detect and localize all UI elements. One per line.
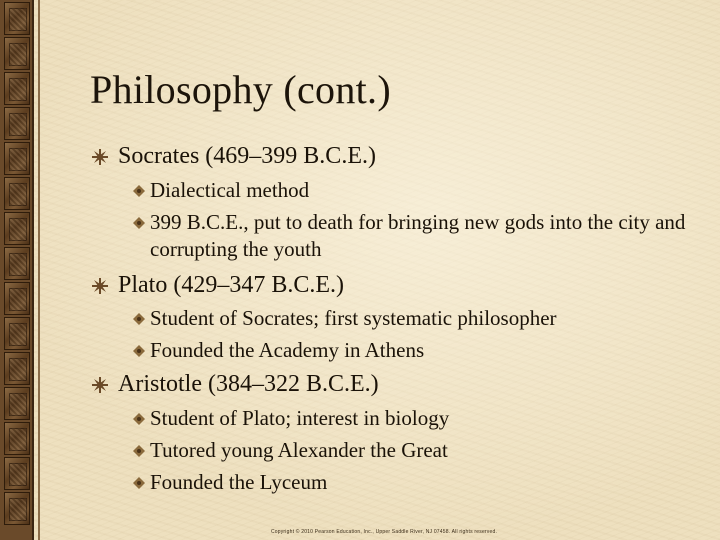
border-tile xyxy=(4,177,30,210)
border-edge-line xyxy=(38,0,40,540)
list-item: Founded the Lyceum xyxy=(150,470,328,494)
list-item: 399 B.C.E., put to death for bringing new gods into the city and corrupting the youth xyxy=(150,210,686,261)
diamond-bullet-icon xyxy=(133,445,145,457)
border-tile xyxy=(4,37,30,70)
diamond-bullet-icon xyxy=(133,217,145,229)
diamond-bullet-icon xyxy=(133,313,145,325)
border-tile xyxy=(4,317,30,350)
list-item: Dialectical method xyxy=(150,178,310,202)
border-tile xyxy=(4,282,30,315)
border-tile xyxy=(4,2,30,35)
border-tile xyxy=(4,212,30,245)
slide-title: Philosophy (cont.) xyxy=(90,67,391,112)
border-tile xyxy=(4,352,30,385)
decorative-border xyxy=(0,0,34,540)
border-tile xyxy=(4,457,30,490)
border-tile xyxy=(4,72,30,105)
copyright-footer: Copyright © 2010 Pearson Education, Inc., Upper Saddle River, NJ 07458. All rights reserved. xyxy=(270,529,498,535)
cross-star-bullet-icon xyxy=(92,149,108,165)
border-tile xyxy=(4,422,30,455)
diamond-bullet-icon xyxy=(133,477,145,489)
list-item: Founded the Academy in Athens xyxy=(150,338,425,362)
border-tile xyxy=(4,142,30,175)
cross-star-bullet-icon xyxy=(92,278,108,294)
diamond-bullet-icon xyxy=(133,345,145,357)
diamond-bullet-icon xyxy=(133,413,145,425)
cross-star-bullet-icon xyxy=(92,377,108,393)
section-heading-plato: Plato (429–347 B.C.E.) xyxy=(118,272,344,298)
diamond-bullet-icon xyxy=(133,185,145,197)
border-tile xyxy=(4,387,30,420)
section-heading-socrates: Socrates (469–399 B.C.E.) xyxy=(118,143,376,169)
border-tile xyxy=(4,247,30,280)
list-item: Student of Socrates; first systematic philosopher xyxy=(150,306,557,330)
list-item: Tutored young Alexander the Great xyxy=(150,438,448,462)
border-tile xyxy=(4,107,30,140)
list-item: Student of Plato; interest in biology xyxy=(150,406,450,430)
section-heading-aristotle: Aristotle (384–322 B.C.E.) xyxy=(118,371,379,397)
border-tile xyxy=(4,492,30,525)
